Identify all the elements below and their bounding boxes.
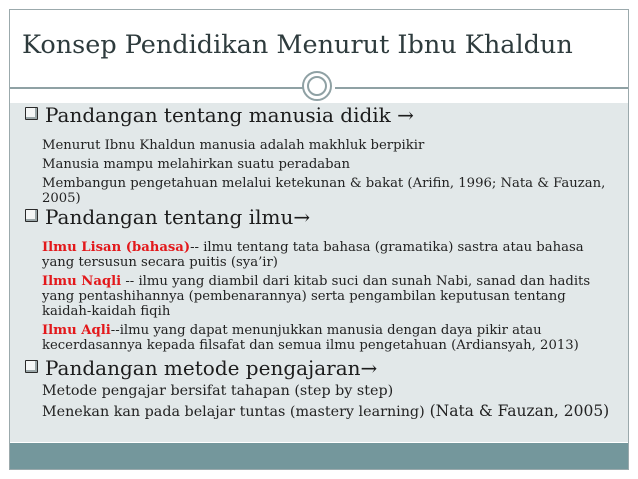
ilmu-line: yang tersusun secara puitis (sya’ir) — [42, 255, 278, 270]
ilmu-line: kaidah-kaidah fiqih — [42, 304, 171, 319]
footer-bar — [10, 443, 628, 469]
ilmu-desc: --ilmu yang dapat menunjukkan manusia dengan daya pikir atau — [110, 323, 542, 338]
ring-ornament-inner — [307, 76, 327, 96]
heading-text: Pandangan metode pengajaran — [45, 356, 361, 380]
ilmu-term: Ilmu Aqli — [42, 323, 111, 338]
ilmu-desc: -- ilmu yang diambil dari kitab suci dan sunah Nabi, sanad dan hadits — [121, 274, 591, 289]
right-arrow-icon: → — [293, 205, 311, 229]
right-arrow-icon: → — [360, 356, 378, 380]
slide-title: Konsep Pendidikan Menurut Ibnu Khaldun — [22, 30, 573, 60]
ilmu-term: Ilmu Lisan (bahasa) — [42, 240, 191, 255]
checkbox-bullet-icon — [25, 360, 38, 373]
citation-text: (Nata & Fauzan, 2005) — [424, 402, 610, 420]
ilmu-lisan-line — [42, 240, 584, 255]
checkbox-bullet-icon — [25, 209, 38, 222]
ilmu-line: yang pentashihannya (pembenarannya) serta pengambilan keputusan tentang — [42, 289, 566, 304]
ilmu-term: Ilmu Naqli — [42, 274, 122, 289]
section-heading-metode — [25, 356, 377, 380]
ilmu-naqli-line — [42, 274, 590, 289]
right-arrow-icon: → — [397, 103, 414, 127]
ilmu-desc: -- ilmu tentang tata bahasa (gramatika) sastra atau bahasa — [190, 240, 584, 255]
section3-line: Metode pengajar bersifat tahapan (step by step) — [42, 383, 394, 399]
section-heading-ilmu — [25, 205, 310, 229]
section3-text: Menekan kan pada belajar tuntas (mastery learning) — [42, 404, 425, 420]
section1-line: Membangun pengetahuan melalui ketekunan & bakat (Arifin, 1996; Nata & Fauzan, — [42, 176, 606, 191]
ilmu-aqli-line — [42, 323, 542, 338]
heading-text: Pandangan tentang manusia didik — [45, 103, 391, 127]
title-rule-right — [335, 87, 628, 89]
title-rule-left — [10, 87, 303, 89]
section1-line: Manusia mampu melahirkan suatu peradaban — [42, 157, 350, 172]
section-heading-manusia — [25, 103, 414, 127]
section3-line — [42, 404, 609, 420]
checkbox-bullet-icon — [25, 107, 38, 120]
content-panel — [10, 103, 628, 442]
heading-text: Pandangan tentang ilmu — [45, 205, 294, 229]
section1-line: 2005) — [42, 191, 81, 206]
ilmu-line: kecerdasannya kepada filsafat dan semua ilmu pengetahuan (Ardiansyah, 2013) — [42, 338, 579, 353]
section1-line: Menurut Ibnu Khaldun manusia adalah makhluk berpikir — [42, 138, 425, 153]
